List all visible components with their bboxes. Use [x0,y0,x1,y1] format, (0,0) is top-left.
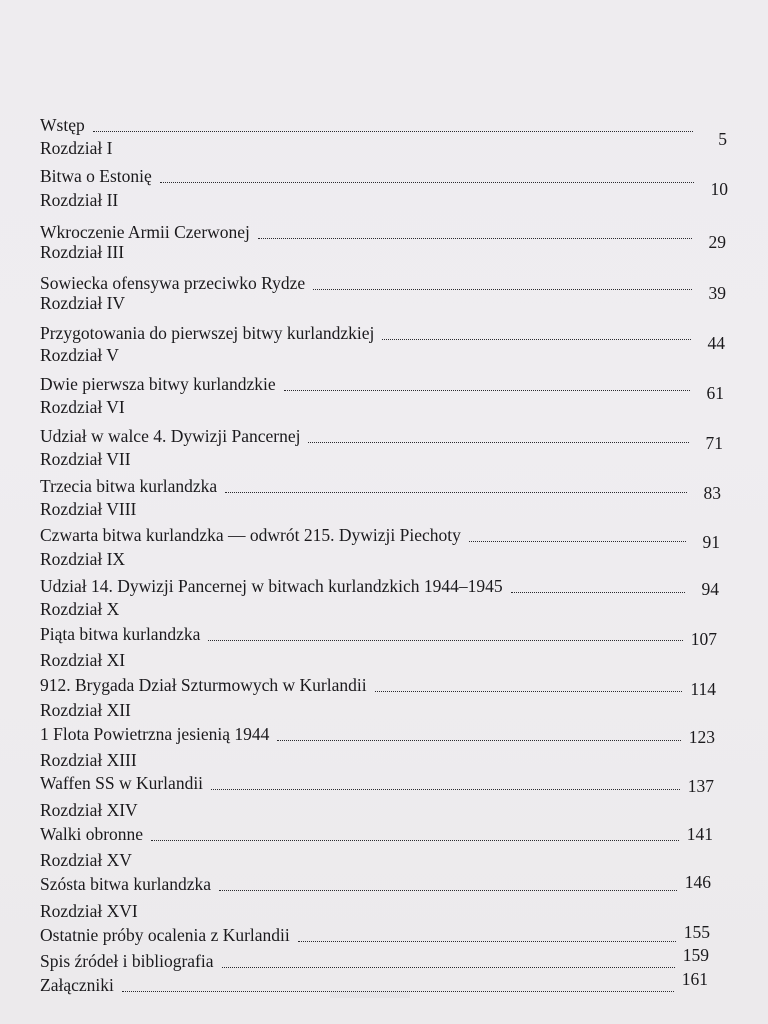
chapter-label: Rozdział XV [40,850,132,870]
bleed-through-shadow [330,992,410,998]
toc-entry-page: 107 [690,629,717,649]
toc-entry [40,623,717,649]
toc-entry-page: 159 [682,945,709,965]
chapter-label: Rozdział XI [40,650,126,670]
chapter-label: Rozdział I [40,138,113,158]
toc-entry-page: 71 [705,433,723,453]
dot-leader [382,339,691,340]
toc-entry [40,873,711,895]
chapter-label: Rozdział VII [40,449,131,469]
toc-entry-title: Udział w walce 4. Dywizji Pancernej [40,426,301,446]
dot-leader [151,840,679,841]
chapter-label: Rozdział XVI [40,901,138,921]
toc-entry [40,425,723,453]
dot-leader [308,442,689,443]
dot-leader [208,640,682,641]
toc-entry-page: 39 [708,283,726,303]
dot-leader [160,182,694,183]
toc-entry-title: Waffen SS w Kurlandii [40,773,204,793]
toc-entry-page: 123 [688,727,715,747]
chapter-label: Rozdział IV [40,293,126,313]
toc-entry [40,373,724,403]
toc-entry-title: Spis źródeł i bibliografia [40,951,214,971]
chapter-label: Rozdział X [40,599,120,619]
toc-entry-page: 10 [710,179,728,199]
toc-entry-title: Sowiecka ofensywa przeciwko Rydze [40,273,306,293]
toc-entry-title: Wkroczenie Armii Czerwonej [40,222,250,242]
toc-entry-title: 912. Brygada Dział Szturmowych w Kurlandii [40,675,367,695]
dot-leader [219,890,677,891]
dot-leader [258,238,692,239]
toc-entry [40,772,714,794]
toc-entry-page: 91 [702,532,720,552]
toc-entry-page: 137 [687,776,714,796]
toc-entry-page: 161 [681,969,708,989]
toc-entry-title: Szósta bitwa kurlandzka [40,874,212,894]
chapter-label: Rozdział VI [40,397,125,417]
toc-entry-title: Piąta bitwa kurlandzka [40,624,201,644]
toc-entry-title: Przygotowania do pierwszej bitwy kurlandzkiej [40,323,375,343]
toc-entry-title: Czwarta bitwa kurlandzka — odwrót 215. Dywizji Piechoty [40,525,461,545]
toc-entry [40,823,713,845]
dot-leader [511,592,685,593]
dot-leader [313,289,692,290]
dot-leader [93,131,693,132]
toc-entry [40,524,720,552]
dot-leader [375,691,682,692]
dot-leader [284,390,690,391]
toc-entry-page: 155 [683,922,710,942]
toc-entry-page: 29 [708,232,726,252]
dot-leader [298,941,676,942]
chapter-label: Rozdział XIV [40,800,138,820]
dot-leader [277,740,680,741]
toc-entry-title: Ostatnie próby ocalenia z Kurlandii [40,925,290,945]
chapter-label: Rozdział IX [40,549,126,569]
dot-leader [222,967,675,968]
toc-entry [40,475,721,503]
toc-entry-page: 83 [703,483,721,503]
chapter-label: Rozdział III [40,242,125,262]
toc-entry [40,924,710,946]
toc-entry-title: Trzecia bitwa kurlandzka [40,476,218,496]
toc-entry-title: Walki obronne [40,824,144,844]
toc-entry-page: 114 [690,679,716,699]
toc-entry [40,575,719,597]
toc-entry-title: Wstęp [40,115,85,135]
dot-leader [225,492,687,493]
chapter-label: Rozdział V [40,345,119,365]
toc-entry-title: Bitwa o Estonię [40,166,152,186]
toc-entry-title: Dwie pierwsza bitwy kurlandzkie [40,374,276,394]
chapter-label: Rozdział VIII [40,499,137,519]
toc-entry [40,165,728,199]
toc-entry [40,674,716,699]
toc-entry [40,322,725,353]
dot-leader [469,541,686,542]
toc-entry-title: 1 Flota Powietrzna jesienią 1944 [40,724,270,744]
chapter-label: Rozdział II [40,190,119,210]
toc-entry-page: 44 [707,333,725,353]
toc-entry-sources [40,945,709,972]
chapter-label: Rozdział XII [40,700,131,720]
chapter-label: Rozdział XIII [40,750,137,770]
toc-entry-page: 61 [706,383,724,403]
toc-entry-title: Udział 14. Dywizji Pancernej w bitwach kurlandzkich 1944–1945 [40,576,503,596]
toc-entry-page: 141 [686,824,713,844]
dot-leader [211,789,680,790]
toc-entry-title: Załączniki [40,975,114,995]
toc-entry-page: 5 [718,129,727,149]
toc-entry-page: 94 [701,579,719,599]
toc-entry-page: 146 [684,872,711,892]
toc-entry [40,723,715,745]
